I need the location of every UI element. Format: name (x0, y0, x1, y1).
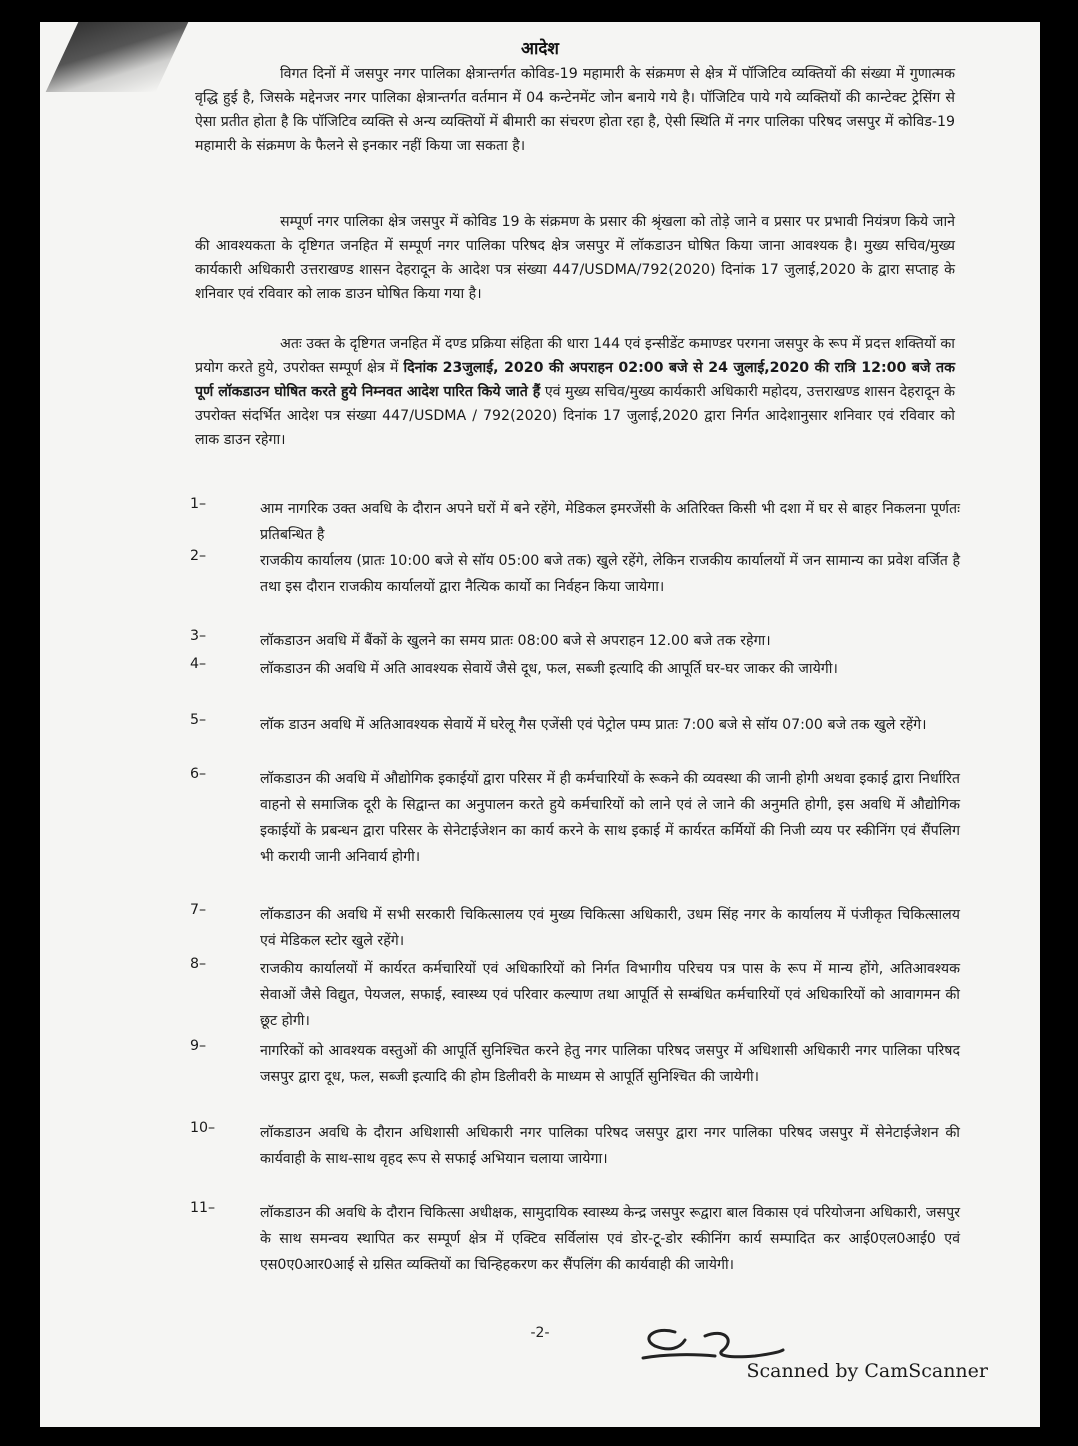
item-number: 5– (190, 712, 207, 728)
paragraph-1 (195, 62, 955, 158)
item-text: लॉकडाउन की अवधि में औद्योगिक इकाईयों द्वारा परिसर में ही कर्मचारियों के रूकने की व्यवस्था की जानी होगी अथवा इकाई द्वारा निर्धारित वाहनो से समाजिक दूरी के सिद्वान्त का अनुपालन करते हुये कर्मचारियों को लाने एवं ले जाने की अनुमति होगी, इस अवधि में औद्योगिक इकाईयों के प्रबन्धन द्वारा परिसर के सेनेटाईजेशन का कार्य करने के साथ इकाई में कार्यरत कर्मियों की निजी व्यय पर स्कीनिंग एवं सैंपलिग भी करायी जानी अनिवार्य होगी। (260, 771, 960, 865)
item-number: 6– (190, 766, 207, 782)
item-text: राजकीय कार्यालयों में कार्यरत कर्मचारियों एवं अधिकारियों को निर्गत विभागीय परिचय पत्र पास के रूप में मान्य होंगे, अतिआवश्यक सेवाओं जैसे विद्युत, पेयजल, सफाई, स्वास्थ्य एवं परिवार कल्याण तथा आपूर्ति से सम्बंधित कर्मचारियों एवं अधिकारियों को आवागमन की छूट होगी। (260, 961, 960, 1029)
item-number: 9– (190, 1038, 207, 1054)
page-number: -2- (530, 1325, 550, 1341)
item-number: 2– (190, 548, 207, 564)
paragraph-2-text: सम्पूर्ण नगर पालिका क्षेत्र जसपुर में कोविड 19 के संक्रमण के प्रसार की श्रृंखला को तोड़े जाने व प्रसार पर प्रभावी नियंत्रण किये जाने की आवश्यकता के दृष्टिगत जनहित में सम्पूर्ण नगर पालिका परिषद क्षेत्र जसपुर में लॉकडाउन घोषित किया जाना आवश्यक है। मुख्य सचिव/मुख्य कार्यकारी अधिकारी उत्तराखण्ड शासन देहरादून के आदेश पत्र संख्या 447/USDMA/792(2020) दिनांक 17 जुलाई,2020 के द्वारा सप्ताह के शनिवार एवं रविवार को लाक डाउन घोषित किया गया है। (195, 214, 955, 302)
item-number: 4– (190, 656, 207, 672)
item-text: लॉक डाउन अवधि में अतिआवश्यक सेवायें में घरेलू गैस एजेंसी एवं पेट्रोल पम्प प्रातः 7:00 बजे से सॉय 07:00 बजे तक खुले रहेंगे। (260, 717, 927, 733)
item-number: 7– (190, 902, 207, 918)
paragraph-2 (195, 210, 955, 306)
item-number: 3– (190, 628, 207, 644)
paragraph-3-text-a: अतः उक्त के दृष्टिगत जनहित में दण्ड प्रक्रिया संहिता की धारा 144 एवं इन्सीडेंट कमाण्डर परगना जसपुर के रूप में प्रदत्त शक्तियों का प्रयोग करते हुये, उपरोक्त सम्पूर्ण क्षेत्र में (195, 336, 955, 376)
item-number: 11– (190, 1200, 216, 1216)
item-text: राजकीय कार्यालय (प्रातः 10:00 बजे से सॉय 05:00 बजे तक) खुले रहेंगे, लेकिन राजकीय कार्यालयों में जन सामान्य का प्रवेश वर्जित है तथा इस दौरान राजकीय कार्यालयों द्वारा नैत्यिक कार्यो का निर्वहन किया जायेगा। (260, 553, 960, 595)
item-text: लॉकडाउन अवधि के दौरान अधिशासी अधिकारी नगर पालिका परिषद जसपुर द्वारा नगर पालिका परिषद जसपुर में सेनेटाईजेशन की कार्यवाही के साथ-साथ वृहद रूप से सफाई अभियान चलाया जायेगा। (260, 1125, 960, 1167)
item-text: आम नागरिक उक्त अवधि के दौरान अपने घरों में बने रहेंगे, मेडिकल इमरजेंसी के अतिरिक्त किसी भी दशा में घर से बाहर निकलना पूर्णतः प्रतिबन्धित है (260, 501, 960, 543)
paragraph-3-bold: दिनांक 23जुलाई, 2020 की अपराहन 02:00 बजे से 24 जुलाई,2020 की रात्रि 12:00 बजे तक पूर्ण लॉकडाउन घोषित करते हुये निम्नवत आदेश पारित किये जाते हैं (195, 360, 955, 400)
scanner-watermark: Scanned by CamScanner (746, 1360, 988, 1382)
item-text: लॉकडाउन की अवधि में अति आवश्यक सेवायें जैसे दूध, फल, सब्जी इत्यादि की आपूर्ति घर-घर जाकर की जायेगी। (260, 661, 838, 677)
item-text: लॉकडाउन की अवधि के दौरान चिकित्सा अधीक्षक, सामुदायिक स्वास्थ्य केन्द्र जसपुर रूद्वारा बाल विकास एवं परियोजना अधिकारी, जसपुर के साथ समन्वय स्थापित कर सम्पूर्ण क्षेत्र में एक्टिव सर्विलांस एवं डोर-टू-डोर स्कीनिंग कार्य सम्पादित कर आई0एल0आई0 एवं एस0ए0आर0आई से ग्रसित व्यक्तियों का चिन्हिहकरण कर सैंपलिंग की कार्यवाही की जायेगी। (260, 1205, 960, 1273)
paragraph-3 (195, 332, 955, 452)
item-number: 8– (190, 956, 207, 972)
paragraph-3-text-b: एवं मुख्य सचिव/मुख्य कार्यकारी अधिकारी महोदय, उत्तराखण्ड शासन देहरादून के उपरोक्त संदर्भित आदेश पत्र संख्या 447/USDMA / 792(2020) दिनांक 17 जुलाई,2020 द्वारा निर्गत आदेशानुसार शनिवार एवं रविवार को लाक डाउन रहेगा। (195, 384, 955, 448)
item-text: लॉकडाउन की अवधि में सभी सरकारी चिकित्सालय एवं मुख्य चिकित्सा अधिकारी, उधम सिंह नगर के कार्यालय में पंजीकृत चिकित्सालय एवं मेडिकल स्टोर खुले रहेंगे। (260, 907, 960, 949)
item-number: 1– (190, 496, 207, 512)
paragraph-1-text: विगत दिनों में जसपुर नगर पालिका क्षेत्रान्तर्गत कोविड-19 महामारी के संक्रमण से क्षेत्र में पॉजिटिव व्यक्तियों की संख्या में गुणात्मक वृद्धि हुई है, जिसके मद्देनजर नगर पालिका क्षेत्रान्तर्गत वर्तमान में 04 कन्टेनमेंट जोन बनाये गये है। पॉजिटिव पाये गये व्यक्तियों की कान्टेक्ट ट्रेसिंग से ऐसा प्रतीत होता है कि पॉजिटिव व्यक्ति से अन्य व्यक्तियों में बीमारी का संचरण होता रहा है, ऐसी स्थिति में नगर पालिका परिषद जसपुर में कोविड-19 महामारी के संक्रमण के फैलने से इनकार नहीं किया जा सकता है। (195, 66, 955, 154)
item-number: 10– (190, 1120, 216, 1136)
item-text: नागरिकों को आवश्यक वस्तुओं की आपूर्ति सुनिश्चित करने हेतु नगर पालिका परिषद जसपुर में अधिशासी अधिकारी नगर पालिका परिषद जसपुर द्वारा दूध, फल, सब्जी इत्यादि की होम डिलीवरी के माध्यम से आपूर्ति सुनिश्चित की जायेगी। (260, 1043, 960, 1085)
order-title: आदेश (521, 39, 559, 59)
document-page (40, 22, 1040, 1427)
item-text: लॉकडाउन अवधि में बैंकों के खुलने का समय प्रातः 08:00 बजे से अपराहन 12.00 बजे तक रहेगा। (260, 633, 771, 649)
